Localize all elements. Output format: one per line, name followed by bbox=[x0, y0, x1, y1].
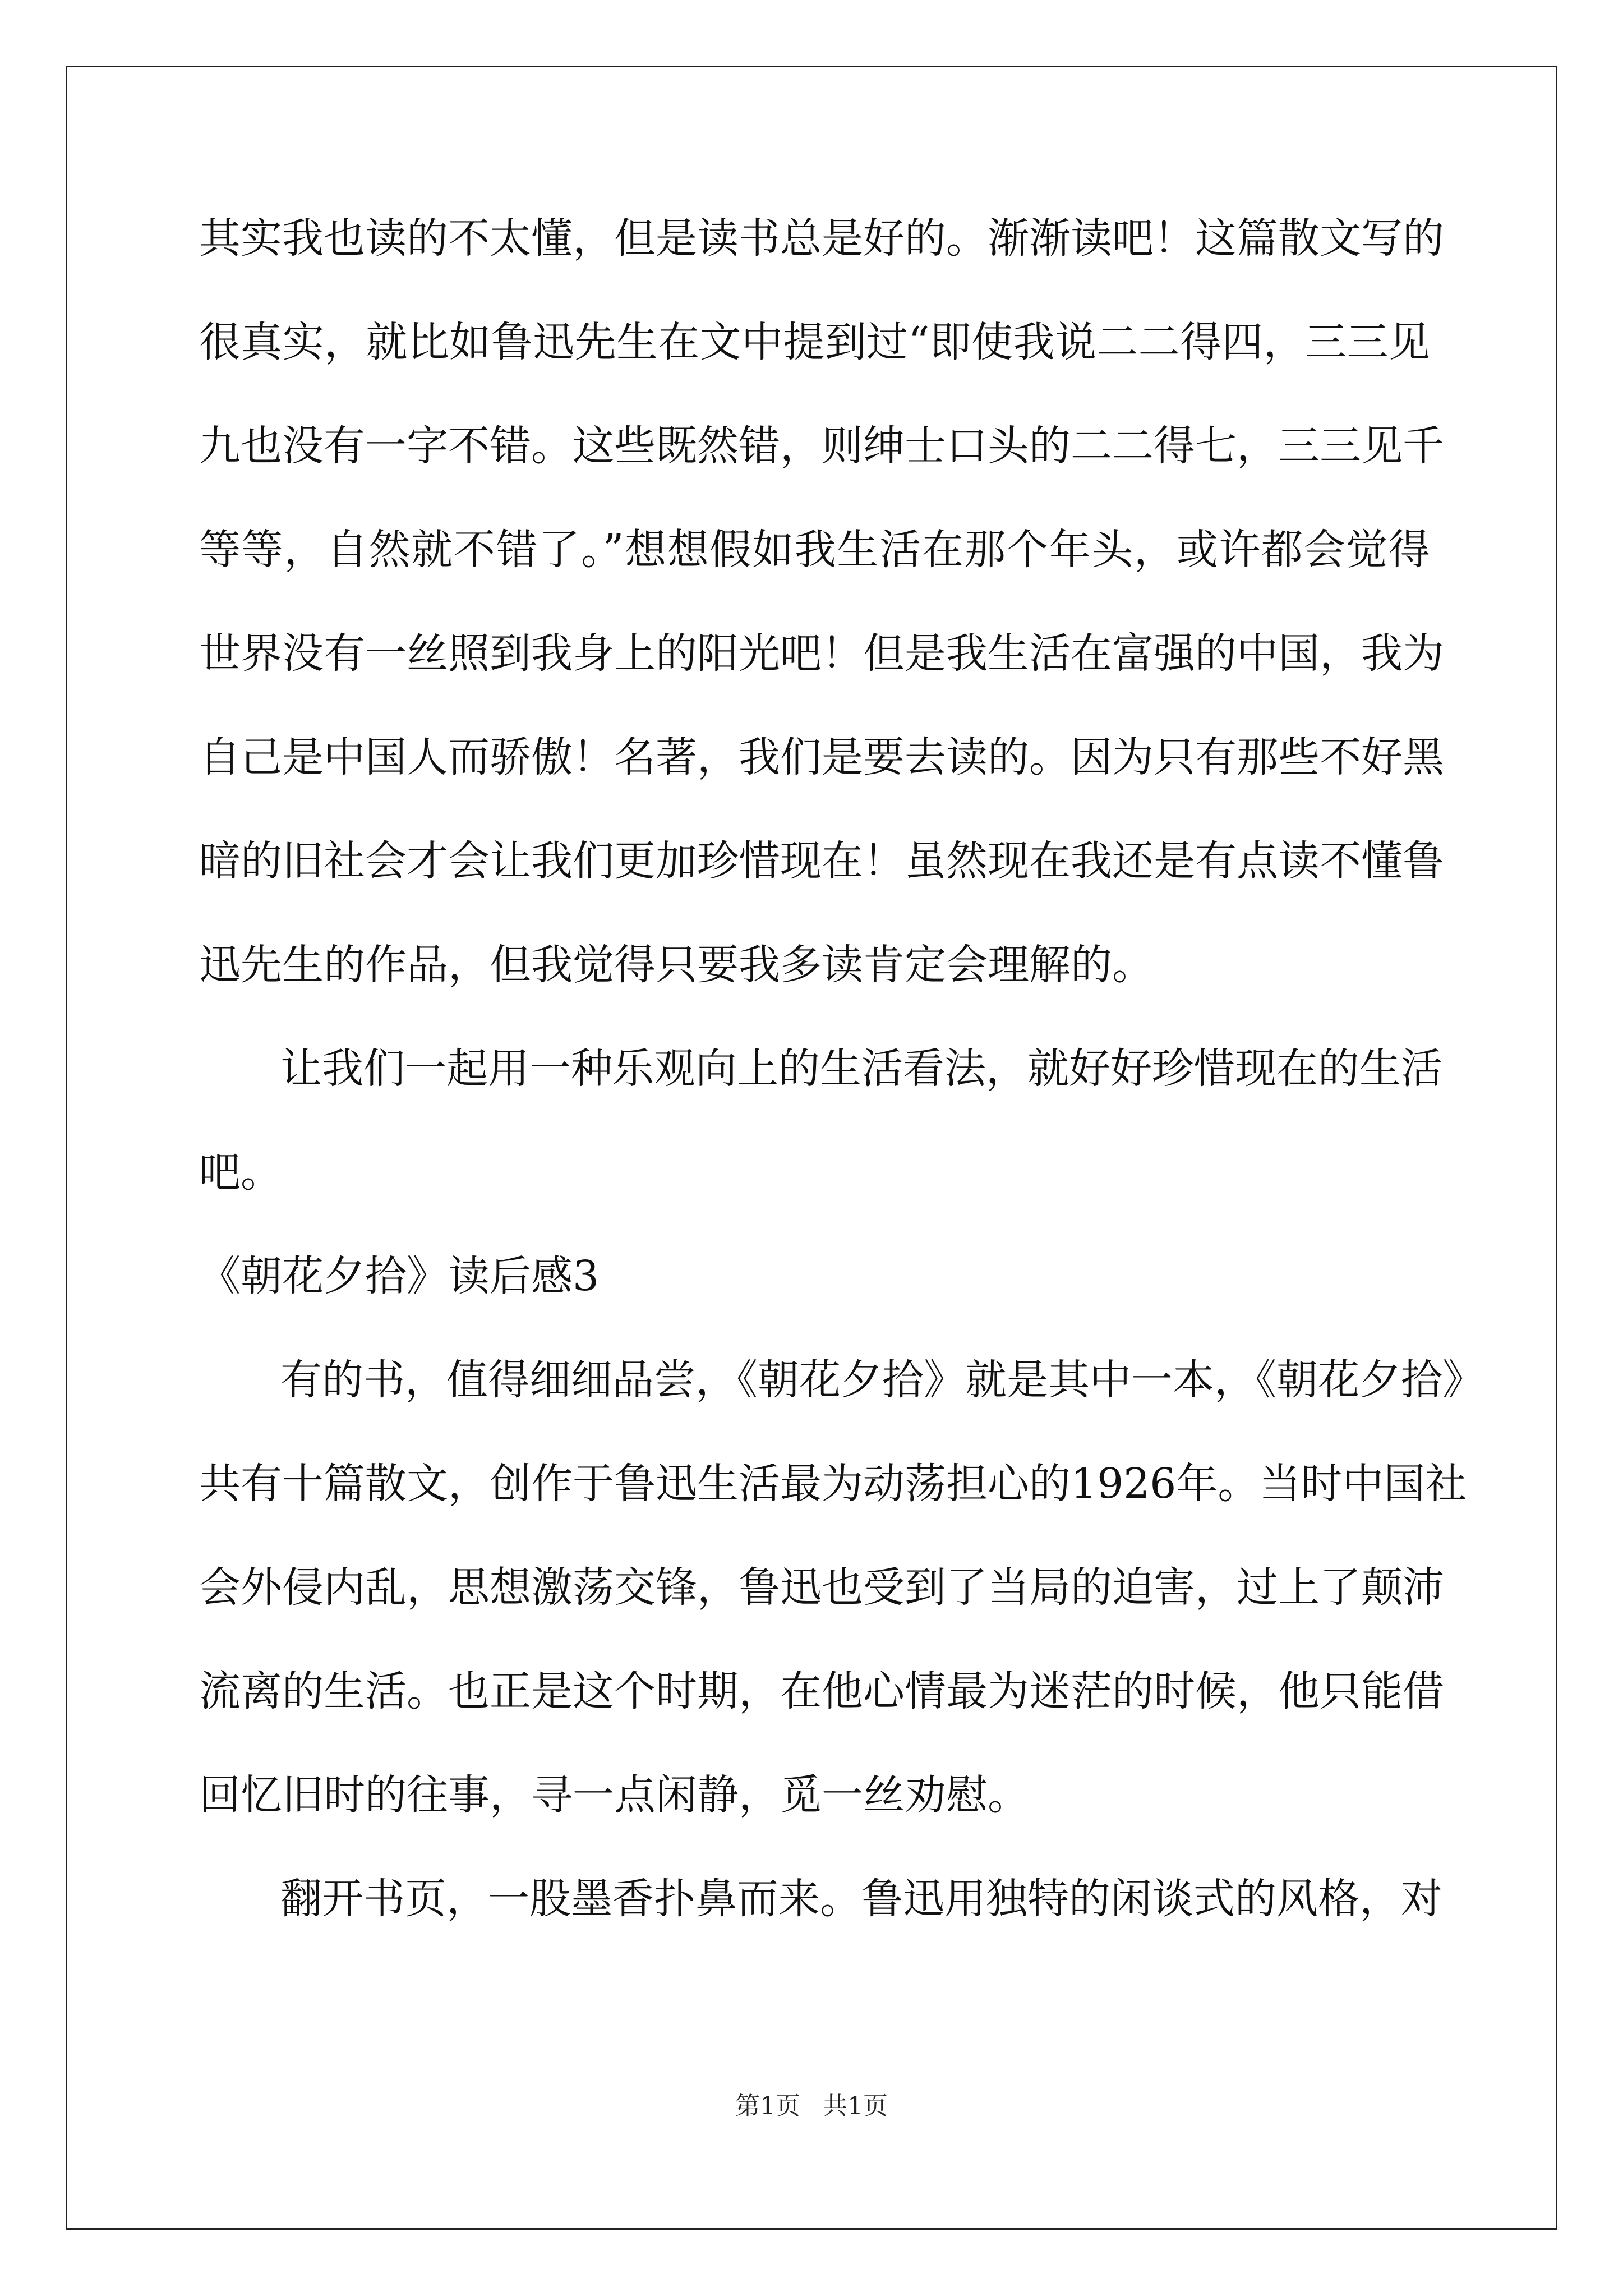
text-line: 自己是中国人而骄傲！名著，我们是要去读的。因为只有那些不好黑 bbox=[199, 733, 1444, 781]
paragraph-first-line: 让我们一起用一种乐观向上的生活看法，就好好珍惜现在的生活 bbox=[280, 1045, 1442, 1093]
text-line: 等等，自然就不错了。”想想假如我生活在那个年头，或许都会觉得 bbox=[199, 526, 1430, 574]
text-line: 九也没有一字不错。这些既然错，则绅士口头的二二得七，三三见千 bbox=[199, 422, 1444, 470]
page-number: 第1页 bbox=[735, 2092, 800, 2120]
paragraph-first-line: 有的书，值得细细品尝，《朝花夕拾》就是其中一本，《朝花夕拾》 bbox=[280, 1356, 1484, 1404]
text-line: 回忆旧时的往事，寻一点闲静，觅一丝劝慰。 bbox=[199, 1771, 1029, 1819]
page-footer bbox=[0, 2090, 1623, 2123]
text-line: 其实我也读的不太懂，但是读书总是好的。渐渐读吧！这篇散文写的 bbox=[199, 214, 1444, 263]
paragraph-first-line: 翻开书页，一股墨香扑鼻而来。鲁迅用独特的闲谈式的风格，对 bbox=[280, 1875, 1442, 1923]
text-line: 吧。 bbox=[199, 1148, 282, 1197]
text-line: 暗的旧社会才会让我们更加珍惜现在！虽然现在我还是有点读不懂鲁 bbox=[199, 837, 1444, 885]
text-line: 迅先生的作品，但我觉得只要我多读肯定会理解的。 bbox=[199, 941, 1154, 989]
page-total: 共1页 bbox=[823, 2092, 888, 2120]
text-line: 世界没有一丝照到我身上的阳光吧！但是我生活在富强的中国，我为 bbox=[199, 629, 1444, 678]
text-line: 流离的生活。也正是这个时期，在他心情最为迷茫的时候，他只能借 bbox=[199, 1667, 1444, 1715]
text-line: 共有十篇散文，创作于鲁迅生活最为动荡担心的1926年。当时中国社 bbox=[199, 1460, 1467, 1508]
text-line: 很真实，就比如鲁迅先生在文中提到过“即使我说二二得四，三三见 bbox=[199, 318, 1430, 366]
section-heading: 《朝花夕拾》读后感3 bbox=[199, 1252, 600, 1300]
text-line: 会外侵内乱，思想激荡交锋，鲁迅也受到了当局的迫害，过上了颠沛 bbox=[199, 1563, 1444, 1612]
